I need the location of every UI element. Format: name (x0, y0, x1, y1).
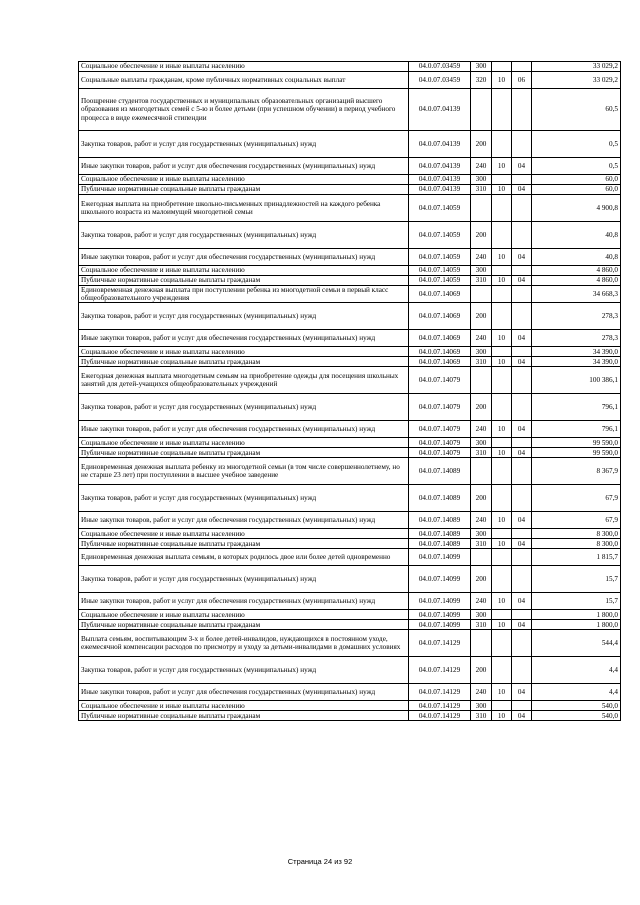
row-pr: 04 (512, 357, 532, 367)
row-csr: 04.0.07.14089 (409, 458, 471, 485)
row-amount: 4,4 (532, 657, 621, 684)
row-vr: 300 (471, 701, 492, 711)
row-pr: 04 (512, 620, 532, 630)
row-rz (492, 549, 512, 566)
row-name: Иные закупки товаров, работ и услуг для обеспечения государственных (муниципальных) нужд (79, 158, 409, 175)
row-pr: 04 (512, 330, 532, 347)
row-rz (492, 266, 512, 276)
row-pr (512, 438, 532, 448)
row-rz: 10 (492, 620, 512, 630)
row-amount: 60,0 (532, 175, 621, 185)
row-pr (512, 89, 532, 131)
table-row (79, 549, 621, 566)
row-pr: 04 (512, 684, 532, 701)
page-footer: Страница 24 из 92 (287, 857, 353, 866)
table-row (79, 485, 621, 512)
table-row (79, 175, 621, 185)
row-vr: 300 (471, 529, 492, 539)
budget-table (78, 61, 621, 721)
row-csr: 04.0.07.14079 (409, 438, 471, 448)
row-amount: 33 029,2 (532, 62, 621, 72)
row-name: Социальное обеспечение и иные выплаты населению (79, 610, 409, 620)
row-vr: 200 (471, 485, 492, 512)
row-vr: 310 (471, 711, 492, 721)
row-rz (492, 566, 512, 593)
row-csr: 04.0.07.14059 (409, 266, 471, 276)
row-pr (512, 485, 532, 512)
row-csr: 04.0.07.14099 (409, 549, 471, 566)
row-csr: 04.0.07.03459 (409, 62, 471, 72)
row-name: Единовременная денежная выплата ребенку из многодетной семьи (в том числе совершеннолетнему, но не старше 23 лет) при поступлении в высшее учебное заведение (79, 458, 409, 485)
row-csr: 04.0.07.14069 (409, 357, 471, 367)
row-amount: 34 390,0 (532, 347, 621, 357)
row-pr (512, 394, 532, 421)
table-row (79, 529, 621, 539)
row-csr: 04.0.07.14069 (409, 286, 471, 303)
row-rz: 10 (492, 158, 512, 175)
row-vr: 300 (471, 175, 492, 185)
row-vr: 200 (471, 394, 492, 421)
row-csr: 04.0.07.14089 (409, 529, 471, 539)
row-pr (512, 458, 532, 485)
row-csr: 04.0.07.04139 (409, 175, 471, 185)
row-name: Социальное обеспечение и иные выплаты населению (79, 62, 409, 72)
row-csr: 04.0.07.14099 (409, 566, 471, 593)
row-vr (471, 458, 492, 485)
row-csr: 04.0.07.14129 (409, 711, 471, 721)
row-amount: 1 800,0 (532, 610, 621, 620)
table-row (79, 303, 621, 330)
row-name: Социальное обеспечение и иные выплаты населению (79, 347, 409, 357)
row-name: Публичные нормативные социальные выплаты гражданам (79, 357, 409, 367)
table-row (79, 266, 621, 276)
row-pr (512, 195, 532, 222)
row-pr: 04 (512, 448, 532, 458)
row-pr (512, 222, 532, 249)
table-row (79, 539, 621, 549)
table-row (79, 512, 621, 529)
table-row (79, 684, 621, 701)
row-amount: 1 815,7 (532, 549, 621, 566)
row-name: Закупка товаров, работ и услуг для государственных (муниципальных) нужд (79, 394, 409, 421)
table-row (79, 438, 621, 448)
row-amount: 60,0 (532, 185, 621, 195)
row-name: Закупка товаров, работ и услуг для государственных (муниципальных) нужд (79, 303, 409, 330)
row-vr (471, 89, 492, 131)
row-rz (492, 89, 512, 131)
table-row (79, 357, 621, 367)
row-vr: 240 (471, 330, 492, 347)
row-name: Ежегодная выплата на приобретение школьно-письменных принадлежностей на каждого ребенка школьного возраста из малоимущей многодетной семьи (79, 195, 409, 222)
row-csr: 04.0.07.14079 (409, 394, 471, 421)
row-csr: 04.0.07.04139 (409, 89, 471, 131)
row-vr: 310 (471, 448, 492, 458)
row-amount: 40,8 (532, 249, 621, 266)
row-csr: 04.0.07.14059 (409, 195, 471, 222)
row-amount: 796,1 (532, 394, 621, 421)
table-row (79, 458, 621, 485)
row-name: Выплата семьям, воспитывающим 3-х и более детей-инвалидов, нуждающихся в постоянном уходе, ежемесячной компенсации расходов по присмотру и уходу за детьми-инвалидами в домашних условиях (79, 630, 409, 657)
row-name: Публичные нормативные социальные выплаты гражданам (79, 448, 409, 458)
row-pr (512, 175, 532, 185)
row-vr (471, 195, 492, 222)
row-amount: 15,7 (532, 566, 621, 593)
row-amount: 8 300,0 (532, 529, 621, 539)
row-csr: 04.0.07.14089 (409, 512, 471, 529)
row-amount: 34 390,0 (532, 357, 621, 367)
row-amount: 4,4 (532, 684, 621, 701)
row-amount: 99 590,0 (532, 438, 621, 448)
row-name: Социальное обеспечение и иные выплаты населению (79, 529, 409, 539)
row-vr: 310 (471, 276, 492, 286)
row-amount: 15,7 (532, 593, 621, 610)
row-amount: 540,0 (532, 701, 621, 711)
table-row (79, 610, 621, 620)
row-pr (512, 566, 532, 593)
row-csr: 04.0.07.14059 (409, 249, 471, 266)
row-amount: 4 860,0 (532, 266, 621, 276)
row-pr: 04 (512, 249, 532, 266)
row-vr: 200 (471, 566, 492, 593)
row-name: Закупка товаров, работ и услуг для государственных (муниципальных) нужд (79, 222, 409, 249)
row-name: Иные закупки товаров, работ и услуг для обеспечения государственных (муниципальных) нужд (79, 593, 409, 610)
row-name: Единовременная денежная выплата семьям, в которых родилось двое или более детей одновременно (79, 549, 409, 566)
row-csr: 04.0.07.14069 (409, 347, 471, 357)
row-vr: 300 (471, 266, 492, 276)
table-row (79, 701, 621, 711)
row-vr: 200 (471, 657, 492, 684)
row-rz: 10 (492, 276, 512, 286)
table-row (79, 276, 621, 286)
row-name: Социальные выплаты гражданам, кроме публичных нормативных социальных выплат (79, 72, 409, 89)
row-amount: 4 900,8 (532, 195, 621, 222)
row-name: Публичные нормативные социальные выплаты гражданам (79, 539, 409, 549)
row-csr: 04.0.07.14089 (409, 485, 471, 512)
row-rz: 10 (492, 357, 512, 367)
row-vr (471, 630, 492, 657)
row-pr (512, 657, 532, 684)
row-name: Иные закупки товаров, работ и услуг для обеспечения государственных (муниципальных) нужд (79, 684, 409, 701)
table-row (79, 222, 621, 249)
row-rz (492, 62, 512, 72)
row-rz: 10 (492, 593, 512, 610)
row-name: Ежегодная денежная выплата многодетным семьям на приобретение одежды для посещения школьных занятий для детей-учащихся общеобразовательных учреждений (79, 367, 409, 394)
row-rz (492, 394, 512, 421)
table-row (79, 448, 621, 458)
row-csr: 04.0.07.14129 (409, 657, 471, 684)
row-rz (492, 286, 512, 303)
table-row (79, 620, 621, 630)
row-pr (512, 286, 532, 303)
row-pr (512, 610, 532, 620)
row-name: Публичные нормативные социальные выплаты гражданам (79, 620, 409, 630)
table-row (79, 630, 621, 657)
table-row (79, 185, 621, 195)
row-amount: 1 800,0 (532, 620, 621, 630)
row-rz (492, 657, 512, 684)
row-vr: 310 (471, 185, 492, 195)
row-csr: 04.0.07.04139 (409, 185, 471, 195)
row-csr: 04.0.07.14059 (409, 222, 471, 249)
row-csr: 04.0.07.14129 (409, 684, 471, 701)
row-pr (512, 549, 532, 566)
row-rz (492, 303, 512, 330)
row-amount: 100 386,1 (532, 367, 621, 394)
row-rz (492, 438, 512, 448)
table-row (79, 62, 621, 72)
row-vr: 200 (471, 303, 492, 330)
row-vr: 300 (471, 610, 492, 620)
row-vr: 300 (471, 438, 492, 448)
row-csr: 04.0.07.14069 (409, 303, 471, 330)
row-name: Социальное обеспечение и иные выплаты населению (79, 438, 409, 448)
table-row (79, 158, 621, 175)
row-pr (512, 630, 532, 657)
row-pr: 04 (512, 539, 532, 549)
row-name: Социальное обеспечение и иные выплаты населению (79, 701, 409, 711)
row-amount: 99 590,0 (532, 448, 621, 458)
row-name: Публичные нормативные социальные выплаты гражданам (79, 185, 409, 195)
row-rz (492, 367, 512, 394)
row-csr: 04.0.07.14079 (409, 421, 471, 438)
row-rz (492, 175, 512, 185)
row-vr (471, 286, 492, 303)
row-amount: 4 860,0 (532, 276, 621, 286)
row-pr: 04 (512, 512, 532, 529)
row-vr: 320 (471, 72, 492, 89)
row-amount: 8 367,9 (532, 458, 621, 485)
row-rz: 10 (492, 330, 512, 347)
row-name: Поощрение студентов государственных и муниципальных образовательных организаций высшего образования из многодетных семей с 5-ю и более детьми (при успешном обучении) в период учебного процесса в виде ежемесячной стипендии (79, 89, 409, 131)
row-name: Закупка товаров, работ и услуг для государственных (муниципальных) нужд (79, 485, 409, 512)
row-csr: 04.0.07.14099 (409, 593, 471, 610)
row-vr: 240 (471, 593, 492, 610)
row-vr: 300 (471, 62, 492, 72)
table-row (79, 593, 621, 610)
row-pr: 04 (512, 276, 532, 286)
row-amount: 67,9 (532, 485, 621, 512)
row-pr: 06 (512, 72, 532, 89)
row-rz: 10 (492, 684, 512, 701)
row-name: Закупка товаров, работ и услуг для государственных (муниципальных) нужд (79, 131, 409, 158)
row-rz (492, 701, 512, 711)
row-amount: 544,4 (532, 630, 621, 657)
row-pr (512, 367, 532, 394)
row-csr: 04.0.07.14129 (409, 701, 471, 711)
row-name: Социальное обеспечение и иные выплаты населению (79, 266, 409, 276)
row-pr (512, 529, 532, 539)
row-amount: 0,5 (532, 131, 621, 158)
table-row (79, 367, 621, 394)
table-row (79, 72, 621, 89)
row-amount: 8 300,0 (532, 539, 621, 549)
row-pr (512, 62, 532, 72)
table-row (79, 394, 621, 421)
row-pr: 04 (512, 711, 532, 721)
table-row (79, 566, 621, 593)
row-vr: 310 (471, 357, 492, 367)
table-row (79, 421, 621, 438)
row-rz: 10 (492, 539, 512, 549)
row-csr: 04.0.07.14099 (409, 620, 471, 630)
row-csr: 04.0.07.14059 (409, 276, 471, 286)
row-name: Публичные нормативные социальные выплаты гражданам (79, 711, 409, 721)
row-vr (471, 549, 492, 566)
row-rz: 10 (492, 72, 512, 89)
row-rz (492, 610, 512, 620)
row-amount: 40,8 (532, 222, 621, 249)
row-rz (492, 630, 512, 657)
row-name: Закупка товаров, работ и услуг для государственных (муниципальных) нужд (79, 657, 409, 684)
table-row (79, 347, 621, 357)
row-name: Закупка товаров, работ и услуг для государственных (муниципальных) нужд (79, 566, 409, 593)
row-vr: 310 (471, 539, 492, 549)
row-name: Единовременная денежная выплата при поступлении ребенка из многодетной семьи в первый класс общеобразовательного учреждения (79, 286, 409, 303)
row-vr: 300 (471, 347, 492, 357)
row-amount: 0,5 (532, 158, 621, 175)
row-rz (492, 485, 512, 512)
row-amount: 796,1 (532, 421, 621, 438)
row-vr (471, 367, 492, 394)
row-vr: 240 (471, 684, 492, 701)
row-name: Иные закупки товаров, работ и услуг для обеспечения государственных (муниципальных) нужд (79, 512, 409, 529)
row-pr (512, 131, 532, 158)
row-name: Иные закупки товаров, работ и услуг для обеспечения государственных (муниципальных) нужд (79, 421, 409, 438)
row-csr: 04.0.07.04139 (409, 158, 471, 175)
row-rz: 10 (492, 421, 512, 438)
row-csr: 04.0.07.14079 (409, 448, 471, 458)
row-vr: 240 (471, 249, 492, 266)
row-rz (492, 347, 512, 357)
row-amount: 34 668,3 (532, 286, 621, 303)
row-csr: 04.0.07.14129 (409, 630, 471, 657)
row-rz: 10 (492, 512, 512, 529)
row-rz (492, 458, 512, 485)
table-row (79, 286, 621, 303)
table-row (79, 657, 621, 684)
row-csr: 04.0.07.14099 (409, 610, 471, 620)
row-rz (492, 222, 512, 249)
row-pr: 04 (512, 593, 532, 610)
row-vr: 240 (471, 158, 492, 175)
row-amount: 278,3 (532, 330, 621, 347)
row-rz: 10 (492, 249, 512, 266)
row-name: Публичные нормативные социальные выплаты гражданам (79, 276, 409, 286)
row-pr (512, 266, 532, 276)
table-row (79, 195, 621, 222)
row-name: Иные закупки товаров, работ и услуг для обеспечения государственных (муниципальных) нужд (79, 249, 409, 266)
table-row (79, 89, 621, 131)
row-csr: 04.0.07.14069 (409, 330, 471, 347)
row-vr: 200 (471, 222, 492, 249)
row-amount: 33 029,2 (532, 72, 621, 89)
row-rz: 10 (492, 448, 512, 458)
row-pr: 04 (512, 158, 532, 175)
row-pr: 04 (512, 421, 532, 438)
row-name: Социальное обеспечение и иные выплаты населению (79, 175, 409, 185)
row-pr (512, 701, 532, 711)
row-csr: 04.0.07.14079 (409, 367, 471, 394)
table-body (79, 62, 621, 721)
row-name: Иные закупки товаров, работ и услуг для обеспечения государственных (муниципальных) нужд (79, 330, 409, 347)
table-row (79, 711, 621, 721)
row-amount: 67,9 (532, 512, 621, 529)
row-vr: 310 (471, 620, 492, 630)
row-amount: 540,0 (532, 711, 621, 721)
row-rz: 10 (492, 185, 512, 195)
row-pr: 04 (512, 185, 532, 195)
table-row (79, 249, 621, 266)
row-csr: 04.0.07.03459 (409, 72, 471, 89)
row-amount: 278,3 (532, 303, 621, 330)
row-rz (492, 131, 512, 158)
row-pr (512, 347, 532, 357)
table-row (79, 330, 621, 347)
row-rz (492, 195, 512, 222)
row-vr: 200 (471, 131, 492, 158)
row-csr: 04.0.07.04139 (409, 131, 471, 158)
table-row (79, 131, 621, 158)
row-amount: 60,5 (532, 89, 621, 131)
row-vr: 240 (471, 512, 492, 529)
row-rz: 10 (492, 711, 512, 721)
row-vr: 240 (471, 421, 492, 438)
row-pr (512, 303, 532, 330)
row-csr: 04.0.07.14089 (409, 539, 471, 549)
row-rz (492, 529, 512, 539)
